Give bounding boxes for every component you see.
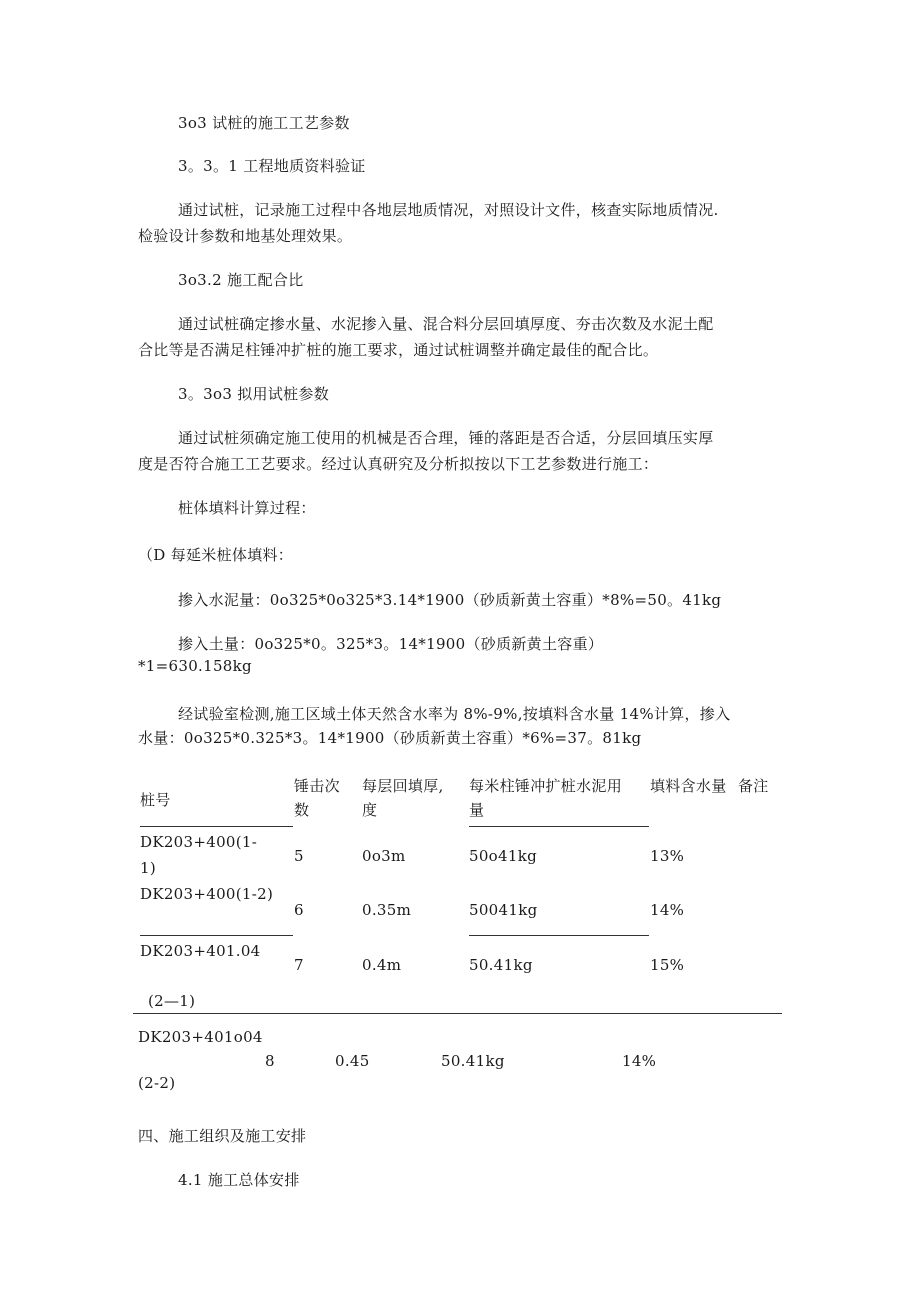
header-remark: 备注: [738, 777, 769, 795]
water-calc-line1: 经试验室检测,施工区域土体天然含水率为 8%-9%,按填料含水量 14%计算，掺入: [178, 705, 731, 723]
header-water: 填料含水量: [650, 777, 727, 795]
soil-calc-line2: *1=630.158kg: [138, 657, 252, 675]
soil-calc-line1: 掺入土量：0o325*0。325*3。14*1900（砂质新黄土容重）: [178, 635, 604, 653]
table-rule: [140, 826, 293, 827]
row3-layer: 0.4m: [362, 956, 402, 974]
row1-layer: 0o3m: [362, 847, 406, 865]
table-rule: [140, 935, 293, 936]
paragraph-geology-line2: 检验设计参数和地基处理效果。: [138, 227, 353, 245]
header-blows-line1: 锤击次: [294, 777, 340, 795]
paragraph-geology-line1: 通过试桩，记录施工过程中各地层地质情况，对照设计文件，核查实际地质情况.: [178, 201, 719, 219]
row2-water: 14%: [650, 901, 685, 919]
row1-pile-line1: DK203+400(1-: [140, 833, 258, 851]
heading-3-3: 3o3 试桩的施工工艺参数: [178, 114, 350, 132]
table-rule-full: [133, 1013, 782, 1014]
row3-water: 15%: [650, 956, 685, 974]
paragraph-params-line1: 通过试桩须确定施工使用的机械是否合理，锤的落距是否合适，分层回填压实厚: [178, 429, 714, 447]
heading-3-3-2: 3o3.2 施工配合比: [178, 271, 304, 289]
paragraph-mix-line2: 合比等是否满足柱锤冲扩桩的施工要求，通过试桩调整并确定最佳的配合比。: [138, 341, 659, 359]
row3-cement: 50.41kg: [469, 956, 533, 974]
heading-3-3-1: 3。3。1 工程地质资料验证: [178, 157, 366, 175]
row4-cement: 50.41kg: [441, 1052, 505, 1070]
heading-3-3-3: 3。3o3 拟用试桩参数: [178, 385, 330, 403]
row1-pile-line2: 1): [140, 859, 156, 877]
row4-pile-line2: (2-2): [138, 1074, 176, 1092]
header-layer-line2: 度: [362, 801, 378, 819]
table-rule: [469, 826, 649, 827]
heading-4-1: 4.1 施工总体安排: [178, 1171, 300, 1189]
header-cement-line1: 每米柱锤冲扩桩水泥用: [469, 777, 623, 795]
row4-pile-line1: DK203+401o04: [138, 1028, 263, 1046]
paragraph-mix-line1: 通过试桩确定掺水量、水泥掺入量、混合料分层回填厚度、夯击次数及水泥土配: [178, 315, 714, 333]
paragraph-params-line2: 度是否符合施工工艺要求。经过认真研究及分析拟按以下工艺参数进行施工：: [138, 455, 659, 473]
water-calc-line2: 水量：0o325*0.325*3。14*1900（砂质新黄土容重）*6%=37。81kg: [138, 729, 642, 747]
row1-cement: 50o41kg: [469, 847, 537, 865]
header-cement-line2: 量: [469, 801, 485, 819]
chapter-4-title: 四、施工组织及施工安排: [138, 1127, 307, 1145]
header-pile-no: 桩号: [140, 791, 171, 809]
row2-blows: 6: [294, 901, 304, 919]
row4-layer: 0.45: [335, 1052, 370, 1070]
row2-layer: 0.35m: [362, 901, 412, 919]
calc-title: 桩体填料计算过程：: [178, 499, 316, 517]
row4-blows: 8: [265, 1052, 275, 1070]
cement-calc: 掺入水泥量：0o325*0o325*3.14*1900（砂质新黄土容重）*8%=50。41kg: [178, 591, 722, 609]
row3-pile-line1: DK203+401.04: [140, 942, 261, 960]
row3-blows: 7: [294, 956, 304, 974]
row3-pile-line2: (2—1): [148, 992, 196, 1010]
header-blows-line2: 数: [294, 801, 310, 819]
row2-pile: DK203+400(1-2): [140, 885, 274, 903]
row1-water: 13%: [650, 847, 685, 865]
table-rule: [469, 935, 649, 936]
row4-water: 14%: [622, 1052, 657, 1070]
row1-blows: 5: [294, 847, 304, 865]
calc-item-1: （D 每延米桩体填料：: [138, 546, 294, 564]
row2-cement: 50041kg: [469, 901, 538, 919]
header-layer-line1: 每层回填厚,: [362, 777, 444, 795]
